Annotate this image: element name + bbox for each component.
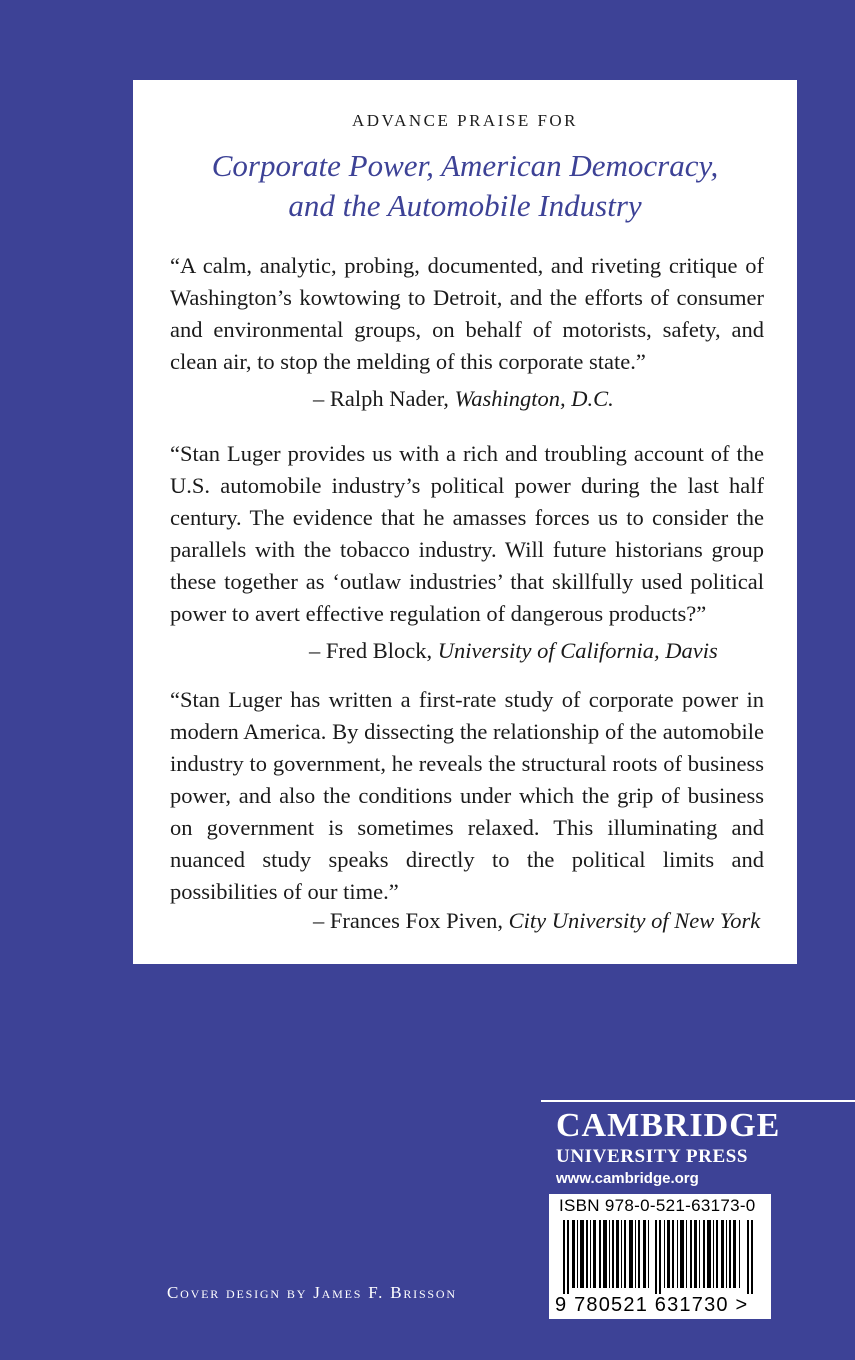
quote-1-text: “A calm, analytic, probing, documented, and riveting critique of Washington’s kowtowing to Detroit, and the efforts of consumer and environmental groups, on behalf of motorists, safety, and clean air, to stop the melding of this corporate state.” <box>170 253 764 374</box>
book-title-line-1: Corporate Power, American Democracy, <box>211 148 719 183</box>
book-title-line-2: and the Automobile Industry <box>288 188 642 223</box>
quote-1-attribution <box>313 383 614 415</box>
book-title <box>133 146 797 226</box>
isbn-label: ISBN 978-0-521-63173-0 <box>559 1196 756 1215</box>
quote-2-text: “Stan Luger provides us with a rich and troubling account of the U.S. automobile industry’s political power during the last half century. The evidence that he amasses forces us to consider the parallels with the tobacco industry. Will future historians group these together as ‘outlaw industries’ that skillfully used political power to avert effective regulation of dangerous products?” <box>170 441 764 626</box>
isbn-barcode-box <box>549 1194 771 1319</box>
quote-1-affiliation: Washington, D.C. <box>454 386 614 411</box>
quote-3-text: “Stan Luger has written a first-rate study of corporate power in modern America. By dissecting the relationship of the automobile industry to government, he reveals the structural roots of business power, and also the conditions under which the grip of business on government is sometimes relaxed. This illuminating and nuanced study speaks directly to the political limits and possibilities of our time.” <box>170 687 764 904</box>
advance-praise-heading: ADVANCE PRAISE FOR <box>351 111 579 130</box>
quote-3 <box>170 684 764 908</box>
barcode-icon <box>563 1220 759 1294</box>
barcode-number: 9 780521 631730 > <box>555 1294 749 1316</box>
publisher-rule <box>541 1100 855 1102</box>
quote-2 <box>170 438 764 630</box>
publisher-url: www.cambridge.org <box>556 1170 699 1187</box>
quote-3-author: – Frances Fox Piven, <box>313 908 503 933</box>
quote-2-author: – Fred Block, <box>309 638 433 663</box>
quote-3-affiliation: City University of New York <box>508 908 761 933</box>
quote-1-author: – Ralph Nader, <box>313 386 449 411</box>
quote-3-attribution <box>313 905 760 937</box>
cover-design-credit: Cover design by James F. Brisson <box>167 1283 457 1302</box>
publisher-name: CAMBRIDGE <box>556 1107 781 1144</box>
quote-2-attribution <box>309 635 718 667</box>
publisher-press: UNIVERSITY PRESS <box>556 1146 749 1167</box>
quote-2-affiliation: University of California, Davis <box>437 638 718 663</box>
praise-panel <box>133 80 797 964</box>
quote-1 <box>170 250 764 378</box>
